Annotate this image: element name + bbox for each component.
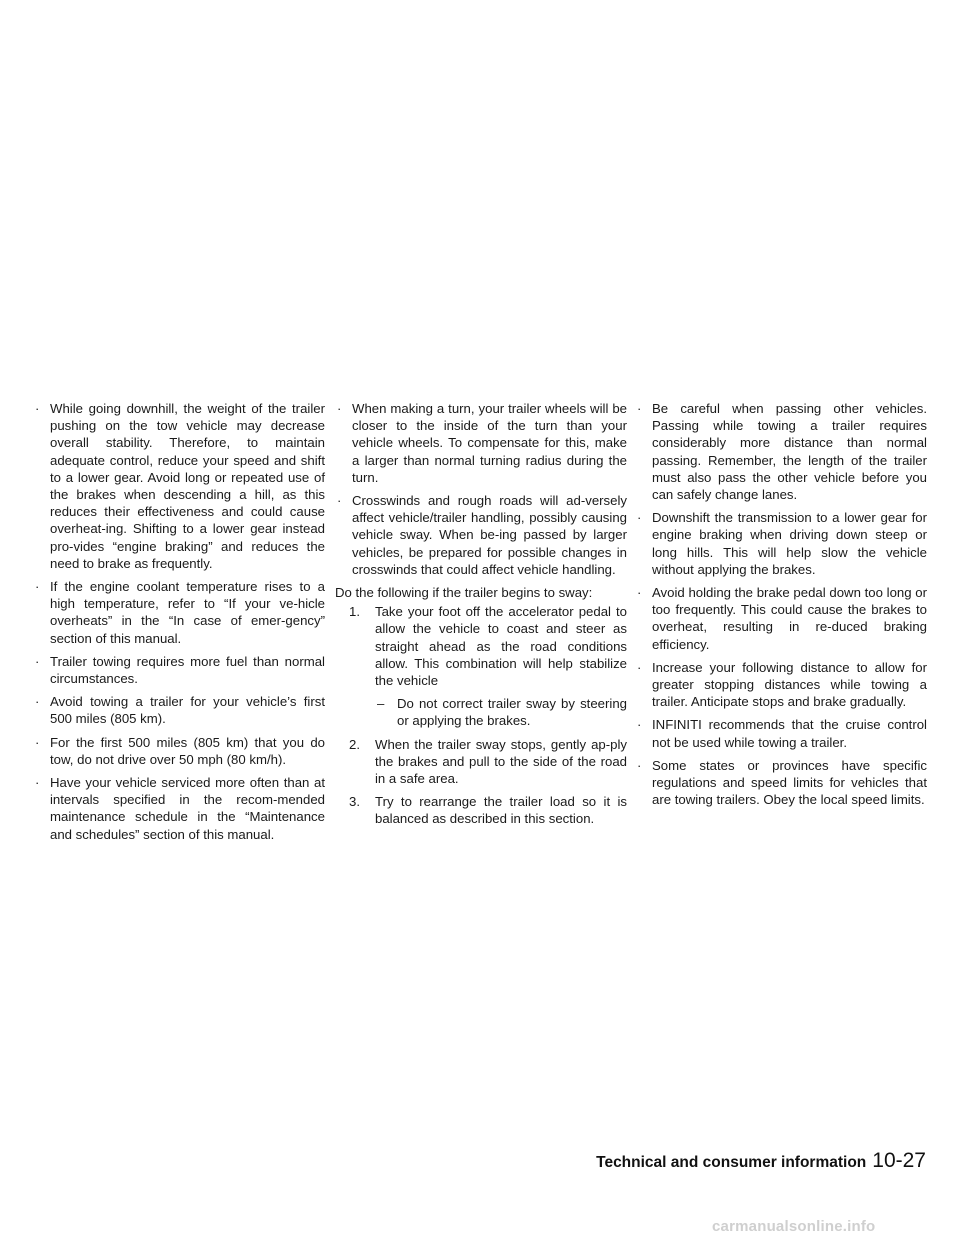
- bullet-text: INFINITI recommends that the cruise control not be used while towing a trailer.: [652, 717, 927, 750]
- bullet-text: Downshift the transmission to a lower gear for engine braking when driving down steep or long hills. This will help slow the vehicle without applying the brakes.: [652, 510, 927, 577]
- bullet-item: [35, 653, 325, 687]
- bullet-dot: ·: [35, 401, 40, 416]
- bullet-dot: ·: [637, 401, 642, 416]
- bullet-dot: ·: [637, 659, 642, 675]
- bullet-item: [35, 578, 325, 647]
- sub-item: [337, 695, 627, 729]
- bullet-dot: ·: [637, 717, 642, 733]
- bullet-text: Have your vehicle serviced more often than at intervals specified in the recom-mended maintenance schedule in the “Maintenance and schedules” section of this manual.: [50, 775, 325, 842]
- bullet-dot: ·: [637, 757, 642, 773]
- section-title: Technical and consumer information: [596, 1154, 867, 1171]
- bullet-item: [35, 693, 325, 727]
- step-number: 1.: [349, 604, 360, 620]
- bullet-text: Be careful when passing other vehicles. Passing while towing a trailer requires considerably more distance than normal passing. Remember, the length of the trailer must also pass the other vehicle before you can safely change lanes.: [652, 401, 927, 503]
- bullet-text: Some states or provinces have specific regulations and speed limits for vehicles that are towing trailers. Obey the local speed limits.: [652, 757, 927, 808]
- bullet-item: [637, 509, 927, 578]
- bullet-text: While going downhill, the weight of the trailer pushing on the tow vehicle may decrease overall stability. Therefore, to maintain adequate control, reduce your speed and shift to a lower gear. Avoid long or repeated use of the brakes when descending a hill, as this reduces their effectiveness and could cause overheat-ing. Shifting to a lower gear instead pro-vides “engine braking” and reduces the need to brake as frequently.: [50, 401, 325, 571]
- column-right: [637, 400, 927, 814]
- bullet-text: For the first 500 miles (805 km) that you do tow, do not drive over 50 mph (80 km/h).: [50, 734, 325, 767]
- bullet-dot: ·: [337, 401, 342, 416]
- sub-text: Do not correct trailer sway by steering or applying the brakes.: [397, 696, 627, 729]
- bullet-item: [35, 774, 325, 843]
- bullet-dot: ·: [637, 510, 642, 526]
- bullet-dot: ·: [35, 653, 40, 669]
- step-number: 3.: [349, 794, 360, 810]
- page-number: 10-27: [872, 1149, 926, 1172]
- bullet-text: Increase your following distance to allow for greater stopping distances while towing a trailer. Anticipate stops and brake gradually.: [652, 659, 927, 710]
- bullet-item: [637, 757, 927, 809]
- step-item: [337, 793, 627, 827]
- bullet-item: [337, 400, 627, 486]
- bullet-text: If the engine coolant temperature rises to a high temperature, refer to “If your ve-hicle overheats” in the “In case of emer-gency” section of this manual.: [50, 579, 325, 646]
- bullet-dot: ·: [35, 734, 40, 750]
- sway-intro: Do the following if the trailer begins to sway:: [335, 585, 593, 601]
- step-item: [337, 736, 627, 788]
- step-text: Try to rearrange the trailer load so it is balanced as described in this section.: [375, 794, 627, 827]
- bullet-item: [35, 400, 325, 572]
- step-item: [337, 603, 627, 689]
- dash-marker: –: [377, 696, 385, 712]
- bullet-text: Trailer towing requires more fuel than normal circumstances.: [50, 653, 325, 687]
- watermark-text: carmanualsonline.info: [712, 1218, 876, 1235]
- page-footer: [592, 1149, 926, 1173]
- bullet-item: [637, 716, 927, 750]
- bullet-dot: ·: [35, 775, 40, 791]
- step-number: 2.: [349, 736, 360, 752]
- column-left: [35, 400, 325, 849]
- bullet-dot: ·: [35, 579, 40, 595]
- bullet-item: [637, 584, 927, 653]
- bullet-dot: ·: [35, 694, 40, 710]
- bullet-dot: ·: [637, 585, 642, 601]
- bullet-item: [637, 659, 927, 711]
- step-text: When the trailer sway stops, gently ap-ply the brakes and pull to the side of the road in a safe area.: [375, 736, 627, 787]
- bullet-text: Crosswinds and rough roads will ad-versely affect vehicle/trailer handling, possibly causing vehicle sway. When be-ing passed by larger vehicles, be prepared for possible changes in crosswinds that could affect vehicle handling.: [352, 493, 627, 577]
- bullet-item: [337, 492, 627, 578]
- step-text: Take your foot off the accelerator pedal to allow the vehicle to coast and steer as straight ahead as the road conditions allow. This combination will help stabilize the vehicle: [375, 604, 627, 689]
- bullet-dot: ·: [337, 493, 342, 509]
- bullet-text: Avoid holding the brake pedal down too long or too frequently. This could cause the brakes to overheat, resulting in re-duced braking efficiency.: [652, 585, 927, 652]
- column-middle: [337, 400, 627, 834]
- bullet-item: [35, 734, 325, 768]
- bullet-text: Avoid towing a trailer for your vehicle’s first 500 miles (805 km).: [50, 694, 325, 727]
- bullet-item: [637, 400, 927, 503]
- bullet-text: When making a turn, your trailer wheels will be closer to the inside of the turn than your vehicle wheels. To compensate for this, make a larger than normal turning radius during the turn.: [352, 401, 627, 485]
